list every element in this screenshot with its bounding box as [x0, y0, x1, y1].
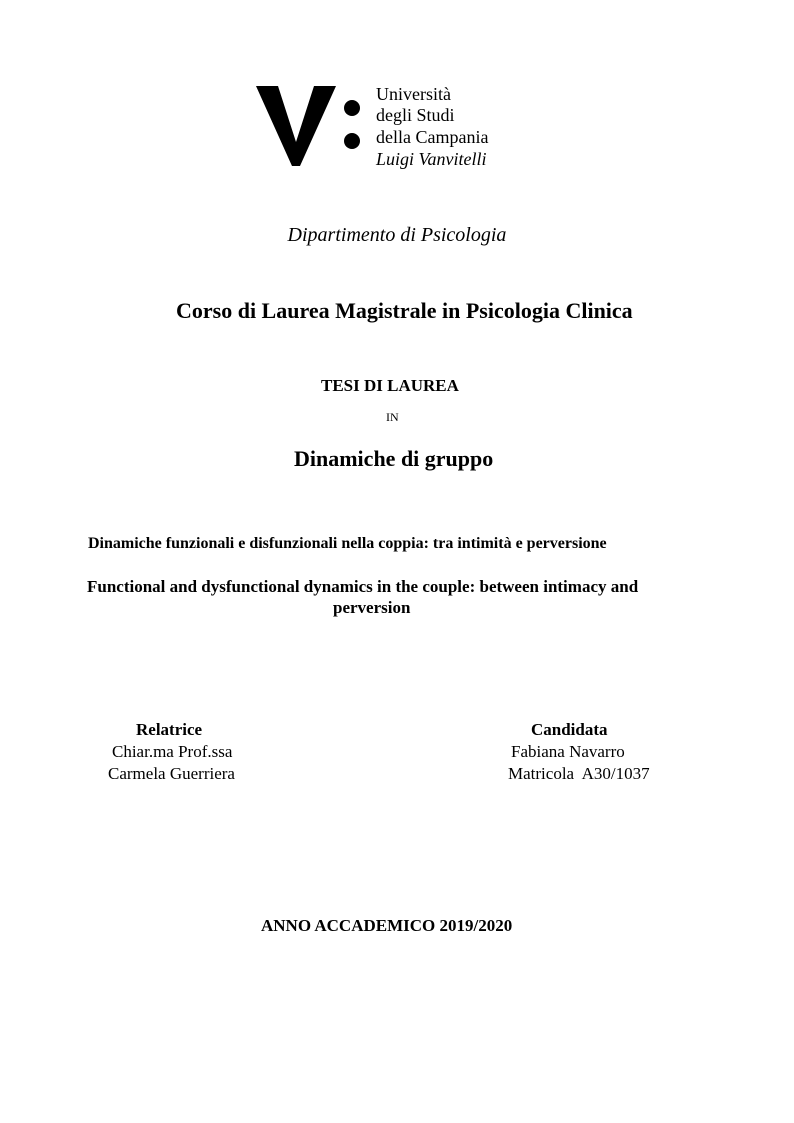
logo-text-luigi-vanvitelli: Luigi Vanvitelli: [376, 149, 487, 169]
thesis-title-english-line2: perversion: [333, 598, 411, 617]
thesis-label: TESI DI LAUREA: [321, 376, 459, 395]
candidate-name: Fabiana Navarro: [511, 742, 625, 761]
department-name: Dipartimento di Psicologia: [287, 224, 507, 246]
supervisor-label: Relatrice: [136, 720, 203, 739]
candidate-matricola: Matricola A30/1037: [508, 764, 650, 783]
university-logo: [256, 84, 516, 170]
thesis-title-english-line1: Functional and dysfunctional dynamics in the couple: between intimacy and: [87, 577, 639, 596]
candidate-label: Candidata: [531, 720, 608, 739]
in-label: IN: [386, 410, 399, 424]
logo-mark-icon: [256, 84, 376, 170]
thesis-title-italian: Dinamiche funzionali e disfunzionali nella coppia: tra intimità e perversione: [88, 535, 607, 552]
logo-text-degli-studi: degli Studi: [376, 105, 455, 125]
academic-year: ANNO ACCADEMICO 2019/2020: [261, 916, 513, 935]
subject-name: Dinamiche di gruppo: [294, 446, 494, 471]
course-name: Corso di Laurea Magistrale in Psicologia Clinica: [176, 298, 633, 323]
supervisor-title: Chiar.ma Prof.ssa: [112, 742, 233, 761]
supervisor-name: Carmela Guerriera: [108, 764, 235, 783]
logo-text-universita: Università: [376, 84, 451, 104]
logo-text-della-campania: della Campania: [376, 127, 489, 147]
